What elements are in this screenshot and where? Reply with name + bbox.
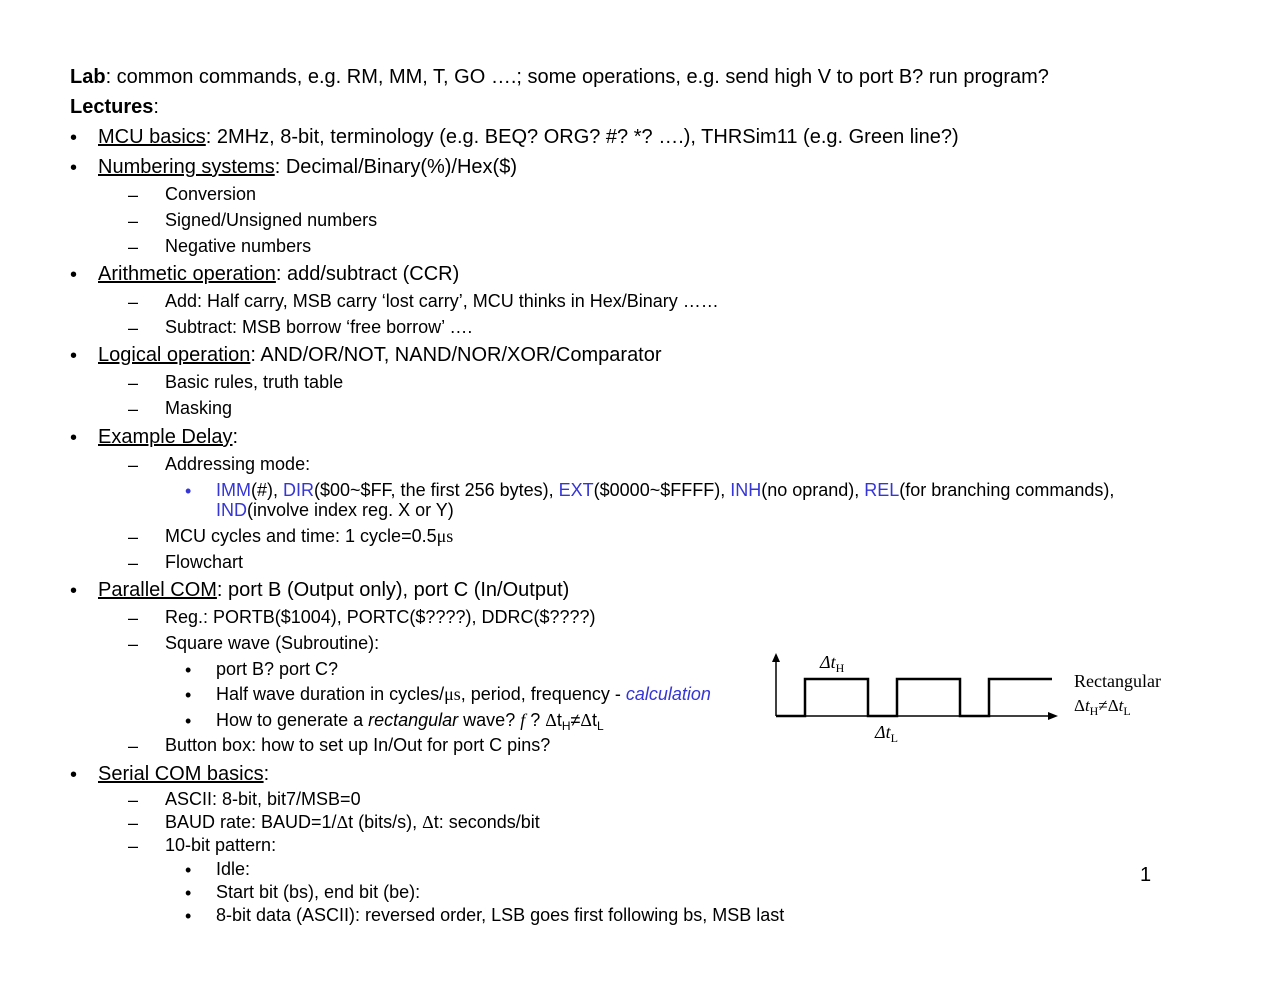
bullet: •	[185, 660, 192, 680]
lectures-label: Lectures	[70, 96, 154, 118]
mode-dir-text: ($00~$FF, the first 256 bytes),	[314, 480, 559, 500]
mode-ext-text: ($0000~$FFFF),	[593, 480, 731, 500]
mode-rel-text: (for branching commands),	[899, 480, 1115, 500]
cycles-text: MCU cycles and time: 1 cycle=0.5	[165, 526, 437, 546]
dash: –	[128, 736, 139, 756]
baud-text-2: t (bits/s),	[348, 812, 423, 832]
dash: –	[128, 836, 139, 856]
baud-text: BAUD rate: BAUD=1/	[165, 812, 337, 832]
list-item: ASCII: 8-bit, bit7/MSB=0	[165, 789, 361, 809]
parallel-title: Parallel COM	[98, 579, 217, 601]
th-neq-tl: $\Delta t_H\ne\Delta t_L$	[1074, 696, 1131, 718]
rect-italic: rectangular	[368, 710, 459, 730]
dash: –	[128, 527, 139, 547]
square-wave	[776, 679, 1052, 716]
logical-line	[98, 345, 662, 365]
lectures-colon: :	[153, 96, 159, 118]
addressing-modes-cont	[216, 501, 454, 519]
dash: –	[128, 185, 139, 205]
delta: Δ	[422, 812, 434, 832]
list-item: Start bit (bs), end bit (be):	[216, 882, 421, 902]
rect-text: How to generate a	[216, 710, 369, 730]
delay-colon: :	[232, 426, 239, 448]
delta: Δ	[580, 710, 592, 730]
half-wave-unit: μs	[444, 684, 461, 704]
list-item: Idle:	[216, 859, 251, 879]
mcu-text: : 2MHz, 8-bit, terminology (e.g. BEQ? ORG? #? *? ….), THRSim11 (e.g. Green line?)	[205, 126, 959, 148]
bullet: •	[70, 127, 78, 149]
dash: –	[128, 237, 139, 257]
dash: –	[128, 553, 139, 573]
arith-text: : add/subtract (CCR)	[275, 263, 460, 285]
parallel-line	[98, 580, 569, 600]
dash: –	[128, 790, 139, 810]
list-item: Subtract: MSB borrow ‘free borrow’ ….	[165, 317, 473, 337]
rect-text-2: wave?	[458, 710, 521, 730]
serial-line	[98, 764, 269, 784]
numbering-line	[98, 157, 517, 177]
delay-line	[98, 427, 238, 447]
bullet: •	[70, 764, 78, 786]
mode-ext: EXT	[558, 480, 594, 500]
addressing-label: Addressing mode:	[165, 454, 311, 474]
delay-title: Example Delay	[98, 426, 233, 448]
bullet: •	[70, 345, 78, 367]
sub-l: L	[597, 719, 604, 733]
bullet: •	[185, 860, 192, 880]
lab-line	[70, 67, 1049, 87]
rectangular-wave-diagram	[770, 650, 1180, 750]
numbering-text: : Decimal/Binary(%)/Hex($)	[274, 156, 517, 178]
list-item: 8-bit data (ASCII): reversed order, LSB goes first following bs, MSB last	[216, 905, 785, 925]
mode-ind: IND	[216, 500, 247, 520]
mode-ind-text: (involve index reg. X or Y)	[247, 500, 454, 520]
rectangular-caption: Rectangular	[1074, 671, 1161, 691]
list-item: Signed/Unsigned numbers	[165, 210, 378, 230]
rectangular-line: How to generate a rectangular wave? f ? $\Delta t_H\ne\Delta t_L$	[216, 710, 604, 733]
y-axis-arrow	[772, 653, 780, 662]
delta-tl-label: $\Delta t_L$	[875, 722, 898, 745]
delta: Δ	[545, 710, 557, 730]
list-item: Negative numbers	[165, 236, 312, 256]
bullet: •	[185, 883, 192, 903]
dash: –	[128, 292, 139, 312]
list-item: 10-bit pattern:	[165, 835, 277, 855]
bullet: •	[70, 264, 78, 286]
bullet: •	[185, 711, 192, 731]
parallel-text: : port B (Output only), port C (In/Output)	[216, 579, 570, 601]
baud-text-3: t: seconds/bit	[433, 812, 540, 832]
serial-title: Serial COM basics	[98, 763, 264, 785]
bullet: •	[185, 685, 192, 705]
dash: –	[128, 318, 139, 338]
sub-h: H	[561, 719, 571, 733]
mode-inh-text: (no oprand),	[761, 480, 865, 500]
bullet: •	[70, 157, 78, 179]
arith-title: Arithmetic operation	[98, 263, 276, 285]
lab-text: : common commands, e.g. RM, MM, T, GO ….; some operations, e.g. send high V to port B? run program?	[105, 66, 1049, 88]
delta: Δ	[336, 812, 349, 832]
bullet: •	[185, 906, 192, 926]
freq-symbol: f	[520, 710, 526, 730]
logical-text: : AND/OR/NOT, NAND/NOR/XOR/Comparator	[250, 344, 662, 366]
cycles-unit: μs	[436, 526, 454, 546]
neq: ≠	[570, 710, 581, 730]
dash: –	[128, 373, 139, 393]
list-item: Reg.: PORTB($1004), PORTC($????), DDRC($????)	[165, 607, 596, 627]
dash: –	[128, 813, 139, 833]
half-wave-line	[216, 685, 711, 703]
cycles-line	[165, 527, 453, 545]
dash: –	[128, 211, 139, 231]
dash: –	[128, 455, 139, 475]
addressing-modes	[216, 481, 1114, 499]
list-item: Add: Half carry, MSB carry ‘lost carry’, MCU thinks in Hex/Binary ……	[165, 291, 719, 311]
mode-imm: IMM	[216, 480, 251, 500]
mode-imm-text: (#),	[251, 480, 284, 500]
list-item: Masking	[165, 398, 233, 418]
list-item: Square wave (Subroutine):	[165, 633, 380, 653]
lectures-heading	[70, 97, 159, 117]
half-wave-text-2: , period, frequency -	[460, 684, 626, 704]
serial-colon: :	[263, 763, 270, 785]
bullet: •	[70, 580, 78, 602]
lab-label: Lab	[70, 66, 106, 88]
calculation-link: calculation	[625, 684, 711, 704]
mcu-title: MCU basics	[98, 126, 206, 148]
dash: –	[128, 608, 139, 628]
numbering-title: Numbering systems	[98, 156, 275, 178]
arith-line	[98, 264, 459, 284]
mcu-line	[98, 127, 959, 147]
baud-line	[165, 813, 540, 831]
half-wave-text: Half wave duration in cycles/	[216, 684, 445, 704]
list-item: Basic rules, truth table	[165, 372, 344, 392]
bullet: •	[185, 481, 192, 501]
list-item: port B? port C?	[216, 659, 339, 679]
list-item: Flowchart	[165, 552, 244, 572]
dash: –	[128, 634, 139, 654]
bullet: •	[70, 427, 78, 449]
logical-title: Logical operation	[98, 344, 251, 366]
list-item: Button box: how to set up In/Out for port C pins?	[165, 735, 551, 755]
delta-th-label: $\Delta t_H$	[820, 652, 845, 675]
mode-rel: REL	[864, 480, 900, 500]
page-number: 1	[1140, 864, 1152, 886]
list-item: Conversion	[165, 184, 257, 204]
rect-text-3: ?	[525, 710, 546, 730]
mode-dir: DIR	[283, 480, 315, 500]
dash: –	[128, 399, 139, 419]
mode-inh: INH	[730, 480, 762, 500]
x-axis-arrow	[1048, 712, 1058, 720]
